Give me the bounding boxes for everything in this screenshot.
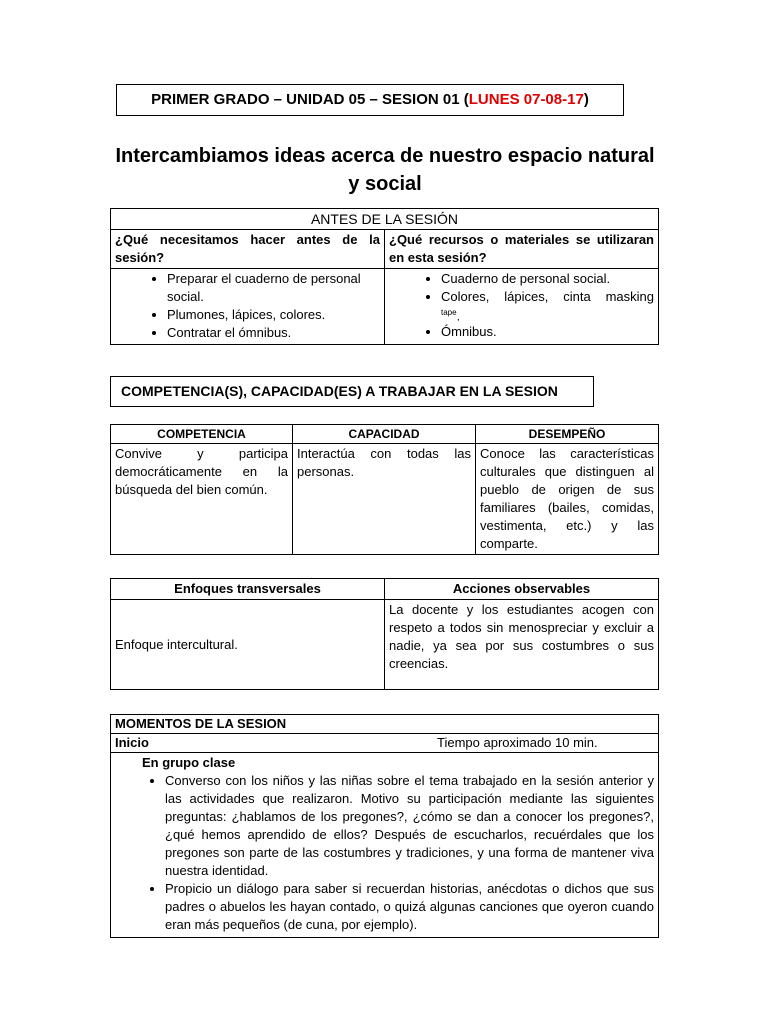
list-item: • Cuaderno de personal social. (441, 270, 654, 288)
antes-table (110, 208, 659, 345)
tiempo-label: Tiempo aproximado 10 min. (437, 735, 598, 750)
list-item: • Plumones, lápices, colores. (167, 306, 380, 324)
list-item: • Converso con los niños y las niñas sobre el tema trabajado en la sesión anterior y las actividades que realizaron. Motivo su participación mediante las siguientes preguntas: ¿hablamos de los pregones?, ¿cómo se dan a conocer los pregones?, ¿qué hemos aprendido de ellos? Después de escucharlos, recuérdales que los pregones son parte de las costumbres y tradiciones, y una forma de mantener viva nuestra identidad. (165, 772, 654, 880)
antes-heading: ANTES DE LA SESIÓN (111, 209, 659, 230)
acciones-header: Acciones observables (385, 579, 659, 600)
comp-cell-competencia: Convive y participa democráticamente en la búsqueda del bien común. (111, 444, 293, 555)
list-item: • Ómnibus. (441, 323, 654, 341)
enfoque-cell: Enfoque intercultural. (111, 600, 385, 690)
acciones-cell: La docente y los estudiantes acogen con respeto a todos sin menospreciar y excluir a nadie, ya sea por sus costumbres o sus creencias. (385, 600, 659, 690)
antes-col2-list (389, 270, 654, 341)
comp-header-desempeno: DESEMPEÑO (476, 425, 659, 444)
momentos-table (110, 714, 659, 938)
competencia-table (110, 424, 659, 555)
comp-header-capacidad: CAPACIDAD (293, 425, 476, 444)
antes-col1-cell (111, 269, 385, 345)
antes-col2-cell (385, 269, 659, 345)
list-item: • Contratar el ómnibus. (167, 324, 380, 342)
competencia-box-label: COMPETENCIA(S), CAPACIDAD(ES) A TRABAJAR EN LA SESION (121, 383, 558, 399)
grupo-label: En grupo clase (142, 755, 236, 770)
header-prefix: PRIMER GRADO – UNIDAD 05 – SESION 01 ( (151, 91, 469, 108)
header-suffix: ) (583, 91, 589, 108)
title-line-1: Intercambiamos ideas acerca de nuestro espacio natural (115, 145, 655, 167)
momentos-heading: MOMENTOS DE LA SESION (111, 715, 659, 734)
momentos-list (115, 772, 654, 934)
session-header-box (116, 84, 624, 116)
competencia-box (110, 376, 594, 407)
inicio-label: Inicio (115, 735, 149, 750)
list-item: • Propicio un diálogo para saber si recuerdan historias, anécdotas o dichos que sus padres o abuelos les hayan contado, o quizá algunas canciones que oyeron cuando eran más pequeños (de cuna, por ejemplo). (165, 880, 654, 934)
list-item: • Preparar el cuaderno de personal social. (167, 270, 380, 306)
comp-cell-capacidad: Interactúa con todas las personas. (293, 444, 476, 555)
title-line-2: y social (348, 173, 422, 195)
page-title (80, 142, 690, 198)
header-date: LUNES 07-08-17 (468, 91, 584, 108)
enfoques-header: Enfoques transversales (111, 579, 385, 600)
comp-header-competencia: COMPETENCIA (111, 425, 293, 444)
momentos-content (111, 753, 659, 938)
list-item-text: Colores, lápices, cinta masking (441, 289, 654, 304)
comp-cell-desempeno: Conoce las características culturales que distinguen al pueblo de origen de sus familiares (bailes, comidas, vestimenta, etc.) y las comparte. (476, 444, 659, 555)
antes-col2-header: ¿Qué recursos o materiales se utilizaran en esta sesión? (385, 230, 659, 269)
list-item-continuation (441, 306, 654, 323)
tape-superscript: tape (441, 308, 457, 317)
inicio-row (111, 734, 659, 753)
enfoques-table (110, 578, 659, 690)
list-item (441, 288, 654, 306)
antes-col1-list (115, 270, 380, 342)
tape-end: . (456, 308, 461, 324)
antes-col1-header: ¿Qué necesitamos hacer antes de la sesión? (111, 230, 385, 269)
